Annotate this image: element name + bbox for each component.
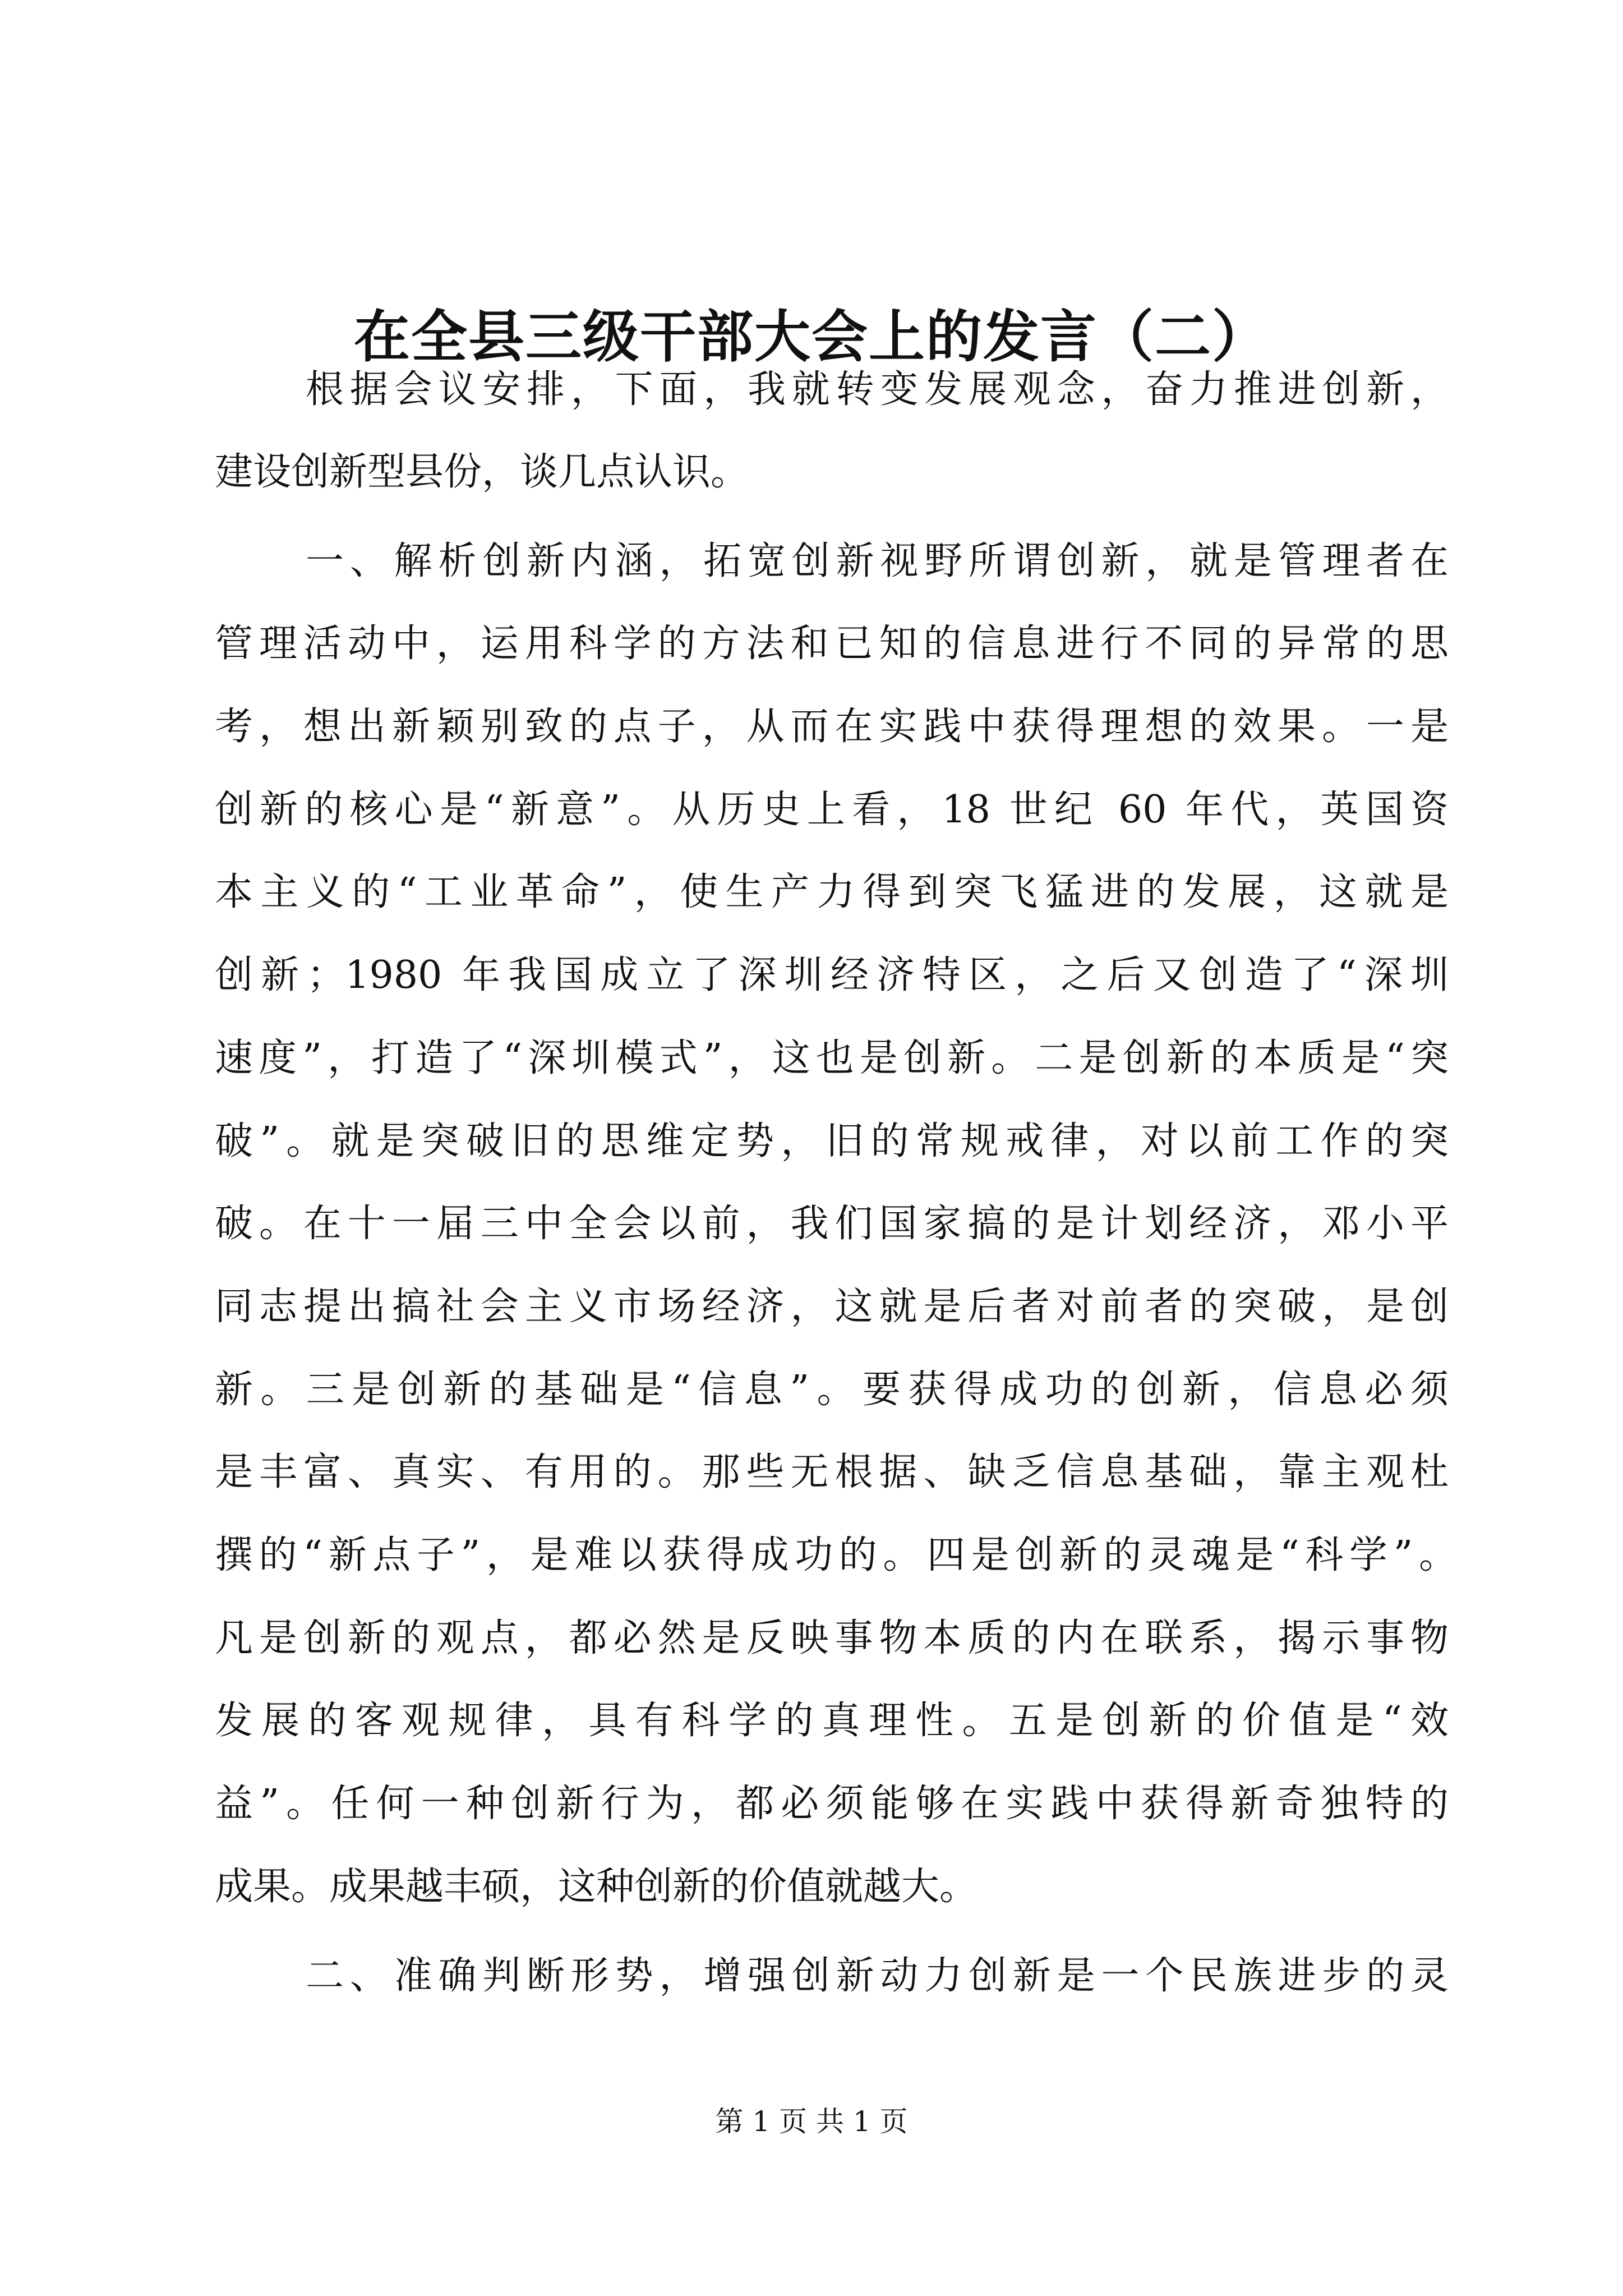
body-line: 管理活动中，运用科学的方法和已知的信息进行不同的异常的思 (215, 622, 1449, 666)
body-line: 速度”，打造了“深圳模式”，这也是创新。二是创新的本质是“突 (215, 1036, 1449, 1080)
body-line: 一、解析创新内涵，拓宽创新视野所谓创新，就是管理者在 (306, 539, 1449, 583)
body-line: 发展的客观规律，具有科学的真理性。五是创新的价值是“效 (215, 1699, 1449, 1743)
body-line: 凡是创新的观点，都必然是反映事物本质的内在联系，揭示事物 (215, 1616, 1449, 1660)
body-line: 创新；1980 年我国成立了深圳经济特区，之后又创造了“深圳 (215, 953, 1449, 997)
body-line: 根据会议安排，下面，我就转变发展观念，奋力推进创新， (306, 367, 1449, 412)
body-line: 本主义的“工业革命”，使生产力得到突飞猛进的发展，这就是 (215, 870, 1449, 914)
body-line: 撰的“新点子”，是难以获得成功的。四是创新的灵魂是“科学”。 (215, 1533, 1457, 1577)
page-number-footer: 第 1 页 共 1 页 (715, 2105, 908, 2138)
body-line: 破”。就是突破旧的思维定势，旧的常规戒律，对以前工作的突 (215, 1119, 1449, 1163)
body-line: 二、准确判断形势，增强创新动力创新是一个民族进步的灵 (306, 1954, 1449, 1998)
body-line: 是丰富、真实、有用的。那些无根据、缺乏信息基础，靠主观杜 (215, 1450, 1449, 1494)
body-line: 破。在十一届三中全会以前，我们国家搞的是计划经济，邓小平 (215, 1202, 1449, 1246)
body-line: 新。三是创新的基础是“信息”。要获得成功的创新，信息必须 (215, 1368, 1449, 1412)
body-line: 成果。成果越丰硕，这种创新的价值就越大。 (215, 1865, 978, 1909)
document-title: 在全县三级干部大会上的发言（二） (354, 303, 1269, 370)
body-line: 创新的核心是“新意”。从历史上看，18 世纪 60 年代，英国资 (215, 788, 1449, 832)
body-line: 同志提出搞社会主义市场经济，这就是后者对前者的突破，是创 (215, 1285, 1449, 1329)
body-line: 考，想出新颖别致的点子，从而在实践中获得理想的效果。一是 (215, 705, 1449, 749)
body-line: 益”。任何一种创新行为，都必须能够在实践中获得新奇独特的 (215, 1782, 1449, 1826)
body-line: 建设创新型县份，谈几点认识。 (215, 450, 749, 494)
